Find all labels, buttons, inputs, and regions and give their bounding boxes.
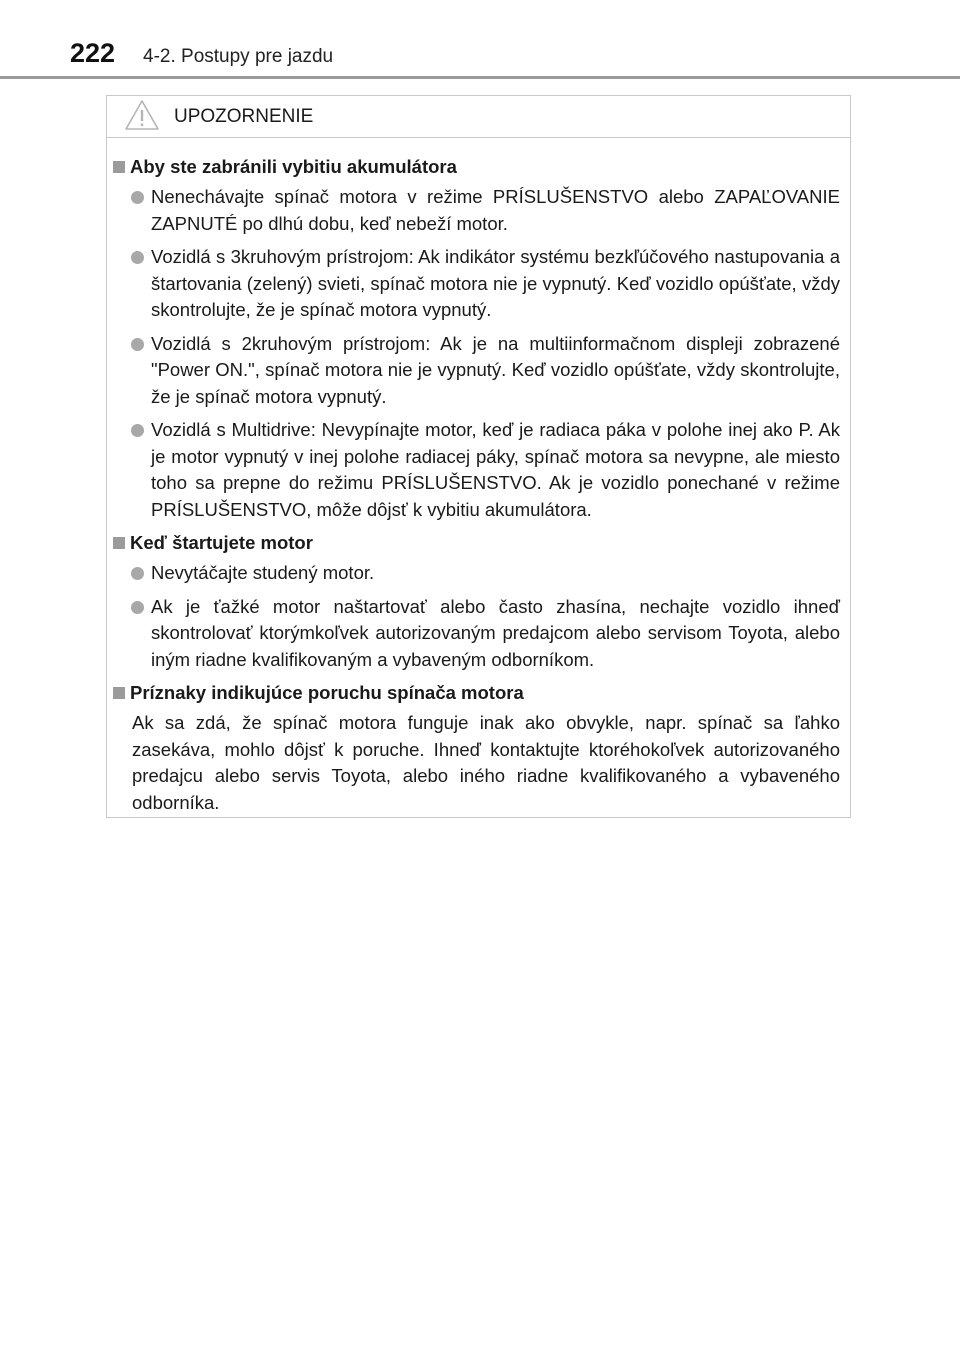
warning-triangle-icon bbox=[124, 99, 160, 131]
list-item: Vozidlá s 3kruhovým prístrojom: Ak indikátor systému bezkľúčového nastupovania a štartovania (zelený) svieti, spínač motora nie je vypnutý. Keď vozidlo opúšťate, vždy skontrolujte, že je spínač motora vypnutý. bbox=[107, 244, 840, 324]
list-item: Nenechávajte spínač motora v režime PRÍSLUŠENSTVO alebo ZAPAĽOVANIE ZAPNUTÉ po dlhú dobu, keď nebeží motor. bbox=[107, 184, 840, 237]
warning-header bbox=[107, 96, 850, 138]
round-bullet-icon bbox=[131, 191, 144, 204]
warning-box bbox=[106, 95, 851, 818]
square-bullet-icon bbox=[113, 161, 125, 173]
page-header bbox=[0, 0, 960, 80]
page-number: 222 bbox=[70, 38, 116, 68]
round-bullet-icon bbox=[131, 338, 144, 351]
warning-title: UPOZORNENIE bbox=[174, 106, 314, 127]
list-item: Nevytáčajte studený motor. bbox=[107, 560, 840, 587]
square-bullet-icon bbox=[113, 687, 125, 699]
list-item: Ak je ťažké motor naštartovať alebo často zhasína, nechajte vozidlo ihneď skontrolovať ktorýmkoľvek autorizovaným predajcom alebo servisom Toyota, alebo iným riadne kvalifikovaným a vybaveným odborníkom. bbox=[107, 594, 840, 674]
square-bullet-icon bbox=[113, 537, 125, 549]
malfunction-paragraph: Ak sa zdá, že spínač motora funguje inak ako obvykle, napr. spínač sa ľahko zasekáva, mohlo dôjsť k poruche. Ihneď kontaktujte ktoréhokoľvek autorizovaného predajcu alebo servis Toyota, alebo iného riadne kvalifikovaného a vybaveného odborníka. bbox=[132, 712, 840, 813]
header-rule bbox=[0, 76, 960, 79]
section-heading-battery: Aby ste zabránili vybitiu akumulátora bbox=[107, 154, 840, 180]
list-item: Vozidlá s 2kruhovým prístrojom: Ak je na multiinformačnom displeji zobrazené "Power ON.", spínač motora nie je vypnutý. Keď vozidlo opúšťate, vždy skontrolujte, že je spínač motora vypnutý. bbox=[107, 331, 840, 411]
section-heading-starting: Keď štartujete motor bbox=[107, 530, 840, 556]
warning-body bbox=[107, 138, 850, 816]
round-bullet-icon bbox=[131, 601, 144, 614]
round-bullet-icon bbox=[131, 424, 144, 437]
round-bullet-icon bbox=[131, 251, 144, 264]
section-heading-malfunction: Príznaky indikujúce poruchu spínača motora bbox=[107, 680, 840, 706]
list-item: Vozidlá s Multidrive: Nevypínajte motor, keď je radiaca páka v polohe inej ako P. Ak je motor vypnutý v inej polohe radiacej páky, spínač motora sa nevypne, ale miesto toho sa prepne do režimu PRÍSLUŠENSTVO. Ak je vozidlo ponechané v režime PRÍSLUŠENSTVO, môže dôjsť k vybitiu akumulátora. bbox=[107, 417, 840, 523]
section-title: 4-2. Postupy pre jazdu bbox=[143, 46, 334, 67]
round-bullet-icon bbox=[131, 567, 144, 580]
